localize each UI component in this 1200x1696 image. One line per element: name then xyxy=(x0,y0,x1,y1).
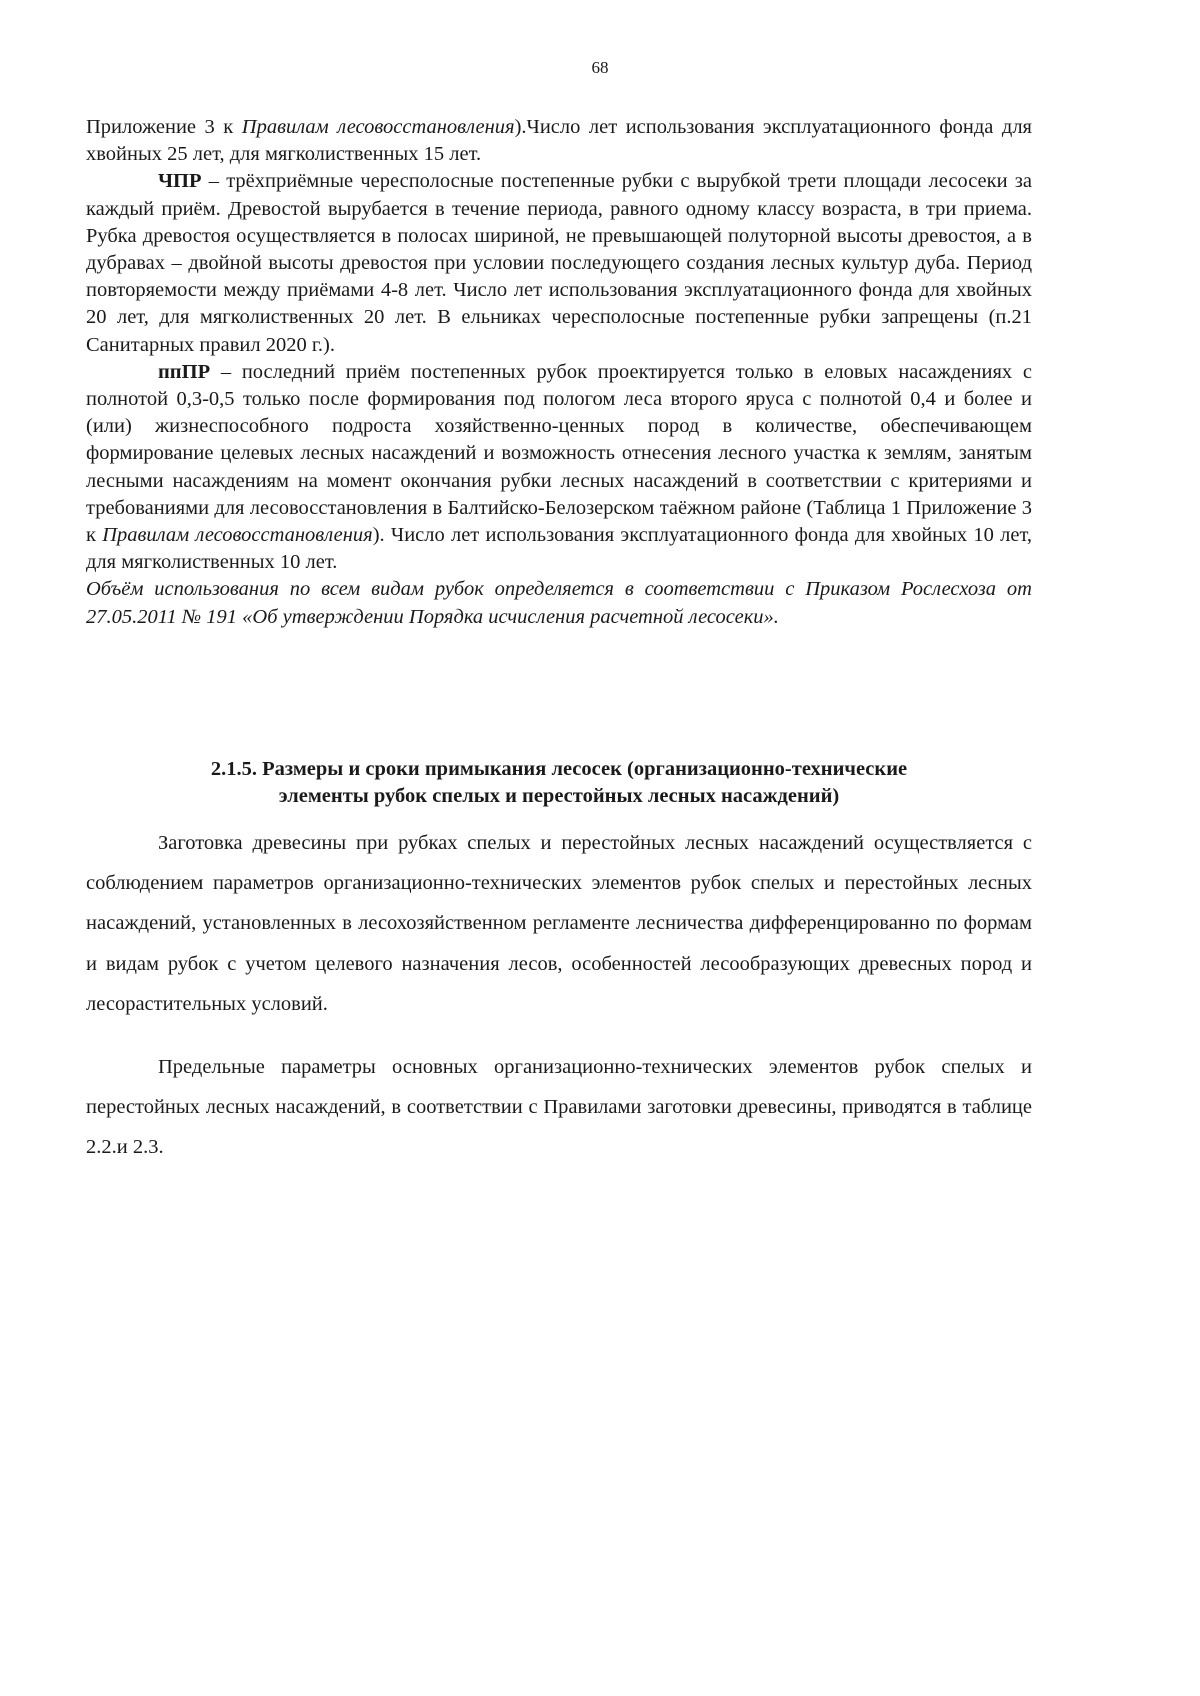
chpr-term: ЧПР xyxy=(158,170,202,193)
intro-block xyxy=(86,114,1032,631)
intro-text-continued: ).Число лет использования эксплуатационного фонда для хвойных 25 лет, для мягколиственных 15 лет. xyxy=(86,116,1032,166)
pppr-reference-italic: Правилам лесовосстановления xyxy=(102,524,373,547)
pppr-term: ппПР xyxy=(158,360,211,383)
pppr-description-continued: ). Число лет использования эксплуатационного фонда для хвойных 10 лет, для мягколиственных 10 лет. xyxy=(86,524,1032,574)
section-heading xyxy=(86,756,1032,810)
section-body xyxy=(86,823,1032,1168)
intro-text: Приложение 3 к xyxy=(86,116,242,138)
chpr-paragraph xyxy=(86,168,1032,358)
section-paragraph-2: Предельные параметры основных организационно-технических элементов рубок спелых и перестойных лесных насаждений, в соответствии с Правилами заготовки древесины, приводятся в таблице 2.2.и 2.3. xyxy=(86,1056,1032,1159)
pppr-paragraph xyxy=(86,359,1032,577)
section-paragraph-1: Заготовка древесины при рубках спелых и перестойных лесных насаждений осуществляется с соблюдением параметров организационно-технических элементов рубок спелых и перестойных лесных насаждений, установленных в лесохозяйственном регламенте лесничества дифференцированно по формам и видам рубок с учетом целевого назначения лесов, особенностей лесообразующих древесных пород и лесорастительных условий. xyxy=(86,832,1032,1015)
intro-paragraph-1 xyxy=(86,114,1032,168)
section-heading-line-1: 2.1.5. Размеры и сроки примыкания лесосек (организационно-технические xyxy=(210,758,908,780)
chpr-description: – трёхприёмные чересполосные постепенные рубки с вырубкой трети площади лесосеки за каждый приём. Древостой вырубается в течение периода, равного одному классу возраста, в три приема. Рубка древостоя осуществляется в полосах шириной, не превышающей полуторной высоты древостоя, а в дубравах – двойной высоты древостоя при условии последующего создания лесных культур дуба. Период повторяемости между приёмами 4-8 лет. Число лет использования эксплуатационного фонда для хвойных 20 лет, для мягколиственных 20 лет. В ельниках чересполосные постепенные рубки запрещены (п.21 Санитарных правил 2020 г.). xyxy=(86,170,1032,356)
volume-note: Объём использования по всем видам рубок определяется в соответствии с Приказом Рослесхоза от 27.05.2011 № 191 «Об утверждении Порядка исчисления расчетной лесосеки». xyxy=(86,578,1032,628)
intro-reference-italic: Правилам лесовосстановления xyxy=(241,116,515,138)
section-heading-line-2: элементы рубок спелых и перестойных лесных насаждений) xyxy=(278,785,840,807)
pppr-description: – последний приём постепенных рубок проектируется только в еловых насаждениях с полнотой 0,3-0,5 только после формирования под пологом леса второго яруса с полнотой 0,4 и более и (или) жизнеспособного подроста хозяйственно-ценных пород в количестве, обеспечивающем формирование целевых лесных насаждений и возможность отнесения лесного участка к землям, занятым лесными насаждениям на момент окончания рубки лесных насаждений в соответствии с критериями и требованиями для лесовосстановления в Балтийско-Белозерском таёжном районе (Таблица 1 Приложение 3 к xyxy=(86,360,1032,547)
page-number: 68 xyxy=(591,58,609,77)
